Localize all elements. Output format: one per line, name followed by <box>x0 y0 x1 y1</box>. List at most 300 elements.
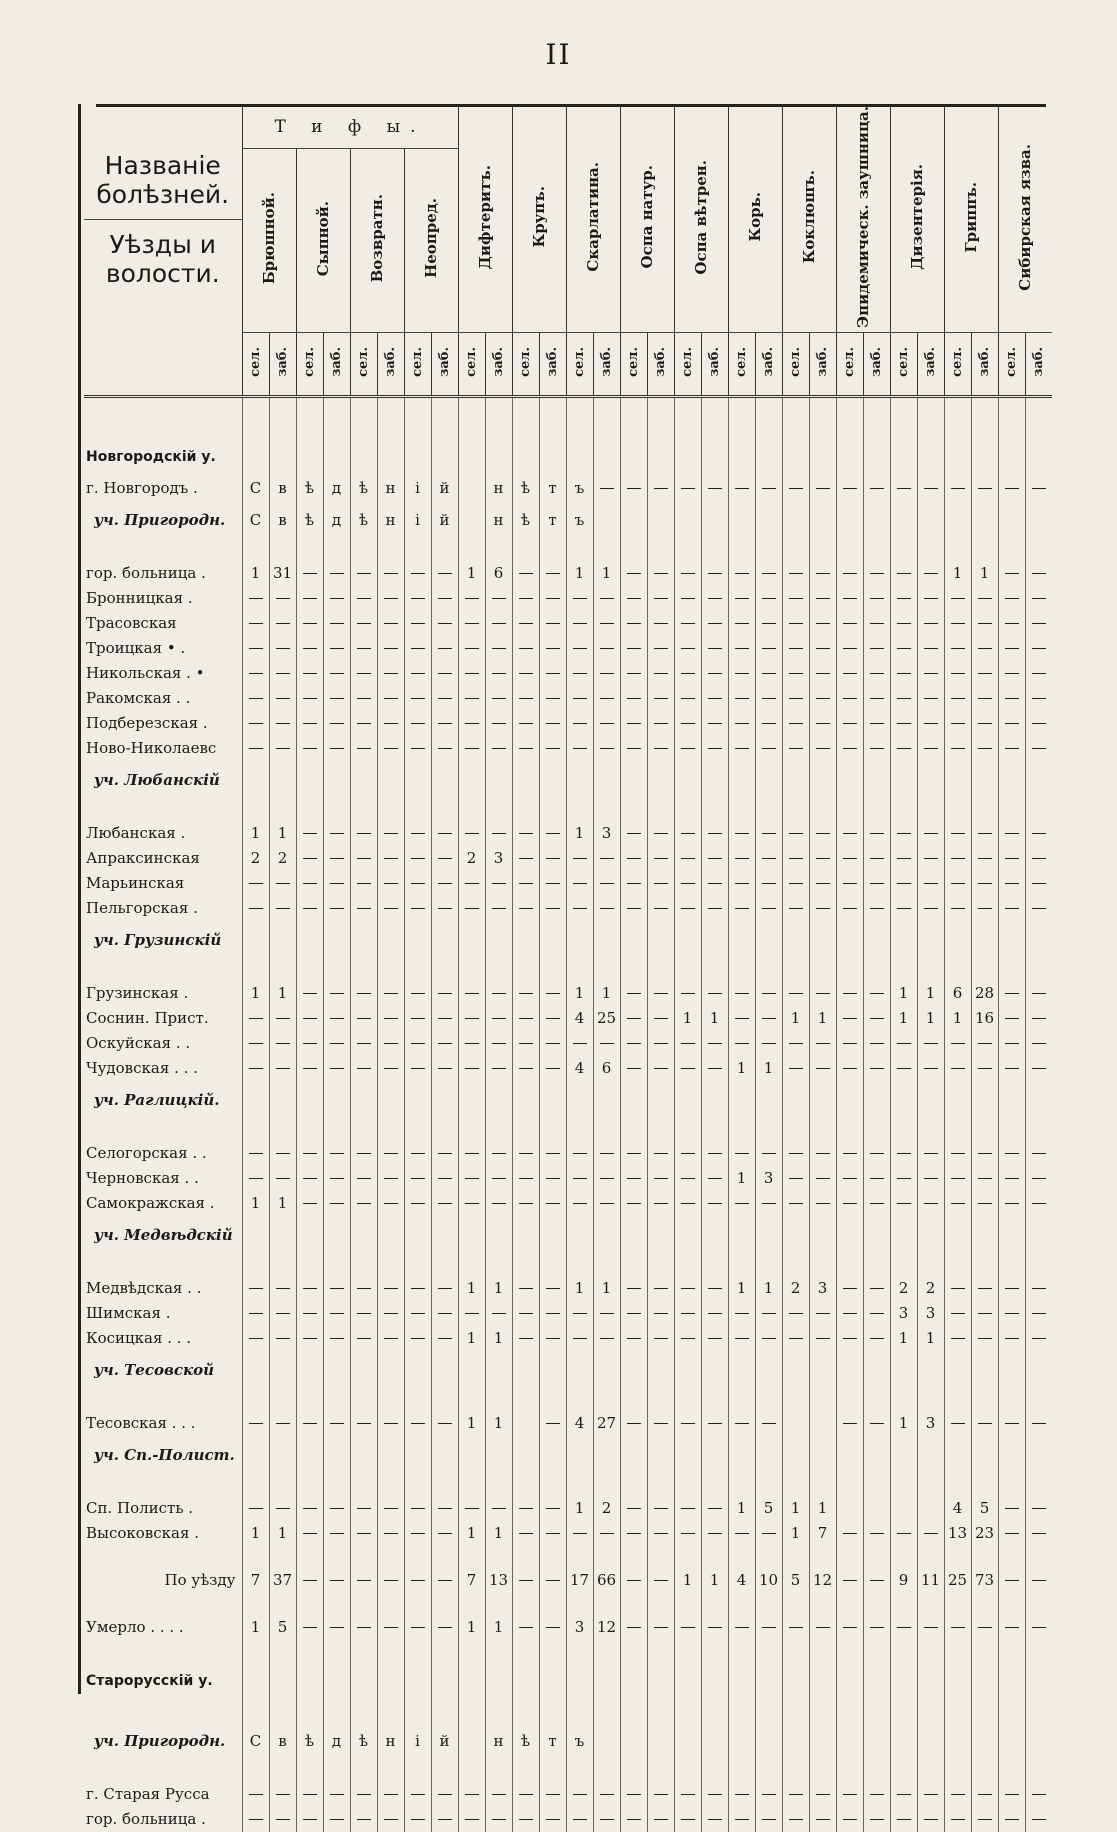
spacer-cell <box>84 799 242 821</box>
data-cell <box>485 921 512 959</box>
dash-mark <box>303 748 317 750</box>
data-cell <box>890 1436 917 1474</box>
data-cell <box>377 1276 404 1301</box>
dash-mark <box>573 598 587 600</box>
dash-mark <box>843 598 857 600</box>
dash-mark <box>276 1794 290 1796</box>
table-row <box>84 1351 1052 1389</box>
spacer-cell <box>701 959 728 981</box>
dash-mark <box>573 1153 587 1155</box>
data-cell <box>350 761 377 799</box>
data-cell <box>782 501 809 539</box>
dash-mark <box>411 698 425 700</box>
spacer-cell <box>431 1760 458 1782</box>
data-cell <box>647 1301 674 1326</box>
dash-mark <box>1005 1533 1019 1535</box>
data-cell <box>647 1191 674 1216</box>
data-cell: 1 <box>728 1496 755 1521</box>
spacer-cell <box>701 1389 728 1411</box>
data-cell <box>647 1351 674 1389</box>
dash-mark <box>438 1153 452 1155</box>
data-cell <box>377 1056 404 1081</box>
spacer-cell <box>458 959 485 981</box>
dash-mark <box>924 673 938 675</box>
dash-mark <box>600 648 614 650</box>
data-cell <box>701 896 728 921</box>
data-cell <box>350 1276 377 1301</box>
data-cell <box>512 561 539 586</box>
data-cell <box>1025 1166 1052 1191</box>
dash-mark <box>654 858 668 860</box>
data-cell: 12 <box>593 1615 620 1640</box>
spacer-cell <box>350 396 377 438</box>
dash-mark <box>357 858 371 860</box>
data-cell <box>485 1141 512 1166</box>
data-cell <box>620 1081 647 1119</box>
data-cell <box>458 896 485 921</box>
spacer-cell <box>971 1546 998 1568</box>
data-cell <box>701 1216 728 1254</box>
spacer-cell <box>296 1700 323 1722</box>
row-label: Пельгорская . <box>86 899 198 918</box>
data-cell <box>323 1056 350 1081</box>
data-cell <box>836 586 863 611</box>
disease-label: Оспа натур. <box>638 165 656 269</box>
spacer-cell <box>377 1254 404 1276</box>
spacer-cell <box>512 539 539 561</box>
data-cell <box>809 586 836 611</box>
spacer-cell <box>998 1389 1025 1411</box>
data-cell: ѣ <box>350 501 377 539</box>
row-label: Апраксинская <box>86 849 200 868</box>
dash-mark <box>708 858 722 860</box>
data-cell <box>242 871 269 896</box>
dash-mark <box>708 1313 722 1315</box>
spacer-cell <box>755 396 782 438</box>
data-cell <box>782 636 809 661</box>
spacer-cell <box>593 1254 620 1276</box>
data-cell <box>296 561 323 586</box>
header-villages <box>242 332 269 396</box>
data-cell <box>755 1006 782 1031</box>
dash-mark <box>789 623 803 625</box>
spacer-cell <box>1025 1546 1052 1568</box>
dash-mark <box>708 1178 722 1180</box>
data-cell <box>377 871 404 896</box>
data-cell: 11 <box>917 1568 944 1593</box>
spacer-cell <box>836 799 863 821</box>
data-cell <box>782 561 809 586</box>
data-cell: 1 <box>728 1056 755 1081</box>
dash-mark <box>870 993 884 995</box>
data-cell <box>404 1436 431 1474</box>
data-cell <box>863 1276 890 1301</box>
dash-mark <box>816 833 830 835</box>
data-cell <box>1025 711 1052 736</box>
spacer-cell <box>917 1593 944 1615</box>
data-cell <box>350 821 377 846</box>
data-cell: 1 <box>269 1521 296 1546</box>
data-cell <box>647 1722 674 1760</box>
spacer-cell <box>512 799 539 821</box>
dash-mark <box>519 1043 533 1045</box>
dash-mark <box>681 623 695 625</box>
data-cell <box>323 1782 350 1807</box>
data-cell <box>566 711 593 736</box>
row-label: Троицкая • . <box>86 639 186 658</box>
data-cell <box>269 438 296 476</box>
data-cell: 7 <box>242 1568 269 1593</box>
dash-mark <box>276 1068 290 1070</box>
data-cell <box>728 661 755 686</box>
dash-mark <box>870 673 884 675</box>
data-cell <box>458 586 485 611</box>
data-cell <box>701 1722 728 1760</box>
spacer-cell <box>296 396 323 438</box>
data-cell <box>728 1722 755 1760</box>
dash-mark <box>843 1288 857 1290</box>
dash-mark <box>654 1068 668 1070</box>
dash-mark <box>816 1178 830 1180</box>
spacer-cell <box>458 799 485 821</box>
dash-mark <box>735 1018 749 1020</box>
data-cell <box>377 686 404 711</box>
data-cell <box>782 1662 809 1700</box>
data-cell <box>566 1326 593 1351</box>
data-cell <box>431 1326 458 1351</box>
dash-mark <box>546 833 560 835</box>
spacer-cell <box>620 1474 647 1496</box>
dash-mark <box>789 1068 803 1070</box>
data-cell <box>242 1056 269 1081</box>
data-cell <box>944 1216 971 1254</box>
spacer-cell <box>323 1254 350 1276</box>
data-cell <box>539 1276 566 1301</box>
dash-mark <box>654 623 668 625</box>
data-cell <box>296 1276 323 1301</box>
dash-mark <box>897 573 911 575</box>
dash-mark <box>276 1043 290 1045</box>
spacer-cell <box>917 1700 944 1722</box>
dash-mark <box>978 488 992 490</box>
table-row <box>84 438 1052 476</box>
data-cell <box>458 981 485 1006</box>
header-cases <box>917 332 944 396</box>
data-cell <box>944 1411 971 1436</box>
dash-mark <box>573 1533 587 1535</box>
data-cell <box>836 1056 863 1081</box>
spacer-cell <box>539 799 566 821</box>
spacer-cell <box>998 1474 1025 1496</box>
dash-mark <box>762 648 776 650</box>
data-cell <box>647 438 674 476</box>
spacer-cell <box>782 1760 809 1782</box>
dash-mark <box>762 1627 776 1629</box>
data-cell <box>701 1351 728 1389</box>
data-cell <box>647 586 674 611</box>
dash-mark <box>330 748 344 750</box>
row-label: Оскуйская . . <box>86 1034 191 1053</box>
row-label: Новгородскій у. <box>86 448 216 465</box>
data-cell <box>971 438 998 476</box>
data-cell <box>242 1351 269 1389</box>
spacer-cell <box>539 1389 566 1411</box>
data-cell: д <box>323 476 350 501</box>
dash-mark <box>249 1794 263 1796</box>
spacer-cell <box>782 1593 809 1615</box>
dash-mark <box>1032 648 1046 650</box>
spacer-row <box>84 1389 1052 1411</box>
data-cell <box>701 1081 728 1119</box>
spacer-cell <box>944 1389 971 1411</box>
spacer-cell <box>944 1593 971 1615</box>
header-villages <box>782 332 809 396</box>
data-cell <box>1025 661 1052 686</box>
data-cell <box>377 896 404 921</box>
spacer-cell <box>890 1254 917 1276</box>
data-cell <box>431 686 458 711</box>
data-cell <box>701 1276 728 1301</box>
dash-mark <box>249 673 263 675</box>
dash-mark <box>708 1627 722 1629</box>
data-cell <box>863 636 890 661</box>
data-cell <box>647 871 674 896</box>
data-cell <box>458 661 485 686</box>
data-cell: 5 <box>755 1496 782 1521</box>
data-cell <box>782 711 809 736</box>
subheader-label: сел. <box>518 346 533 377</box>
spacer-cell <box>84 959 242 981</box>
spacer-cell <box>809 1593 836 1615</box>
row-label: гор. больница . <box>86 1810 206 1829</box>
data-cell <box>863 1056 890 1081</box>
header-villages <box>674 332 701 396</box>
spacer-cell <box>755 1700 782 1722</box>
header-disease <box>512 106 566 332</box>
dash-mark <box>600 908 614 910</box>
table-row <box>84 1615 1052 1640</box>
data-cell <box>377 1191 404 1216</box>
data-cell <box>971 1276 998 1301</box>
data-cell <box>620 1568 647 1593</box>
dash-mark <box>384 1203 398 1205</box>
spacer-cell <box>647 1760 674 1782</box>
data-cell <box>242 611 269 636</box>
data-cell <box>674 561 701 586</box>
data-cell <box>404 1191 431 1216</box>
spacer-cell <box>566 1254 593 1276</box>
row-label: уч. Сп.-Полист. <box>94 1445 235 1464</box>
dash-mark <box>600 598 614 600</box>
data-cell <box>728 561 755 586</box>
header-villages <box>944 332 971 396</box>
data-cell <box>404 736 431 761</box>
data-cell <box>971 921 998 959</box>
data-cell <box>647 1807 674 1832</box>
data-cell <box>404 846 431 871</box>
dash-mark <box>573 1203 587 1205</box>
data-cell <box>809 1216 836 1254</box>
dash-mark <box>843 1794 857 1796</box>
data-cell <box>755 1436 782 1474</box>
dash-mark <box>1032 488 1046 490</box>
dash-mark <box>924 833 938 835</box>
dash-mark <box>357 1580 371 1582</box>
data-cell <box>512 846 539 871</box>
dash-mark <box>303 1508 317 1510</box>
data-cell <box>404 561 431 586</box>
data-cell <box>1025 686 1052 711</box>
dash-mark <box>978 1203 992 1205</box>
disease-label: Дифтеритъ. <box>476 164 494 270</box>
spacer-cell <box>674 959 701 981</box>
spacer-cell <box>863 1119 890 1141</box>
dash-mark <box>708 1423 722 1425</box>
data-cell <box>674 438 701 476</box>
data-cell <box>404 438 431 476</box>
data-cell <box>296 921 323 959</box>
subheader-label: сел. <box>626 346 641 377</box>
data-cell <box>1025 586 1052 611</box>
spacer-cell <box>809 1389 836 1411</box>
data-cell <box>863 711 890 736</box>
dash-mark <box>1032 1794 1046 1796</box>
dash-mark <box>978 883 992 885</box>
data-cell <box>269 871 296 896</box>
dash-mark <box>843 1580 857 1582</box>
data-cell <box>998 821 1025 846</box>
data-cell <box>431 1521 458 1546</box>
data-cell <box>1025 1141 1052 1166</box>
dash-mark <box>762 488 776 490</box>
spacer-cell <box>566 959 593 981</box>
spacer-cell <box>593 396 620 438</box>
spacer-cell <box>269 1474 296 1496</box>
data-cell <box>809 761 836 799</box>
data-cell <box>512 1006 539 1031</box>
data-cell <box>350 921 377 959</box>
spacer-cell <box>809 1760 836 1782</box>
data-cell: 1 <box>917 1326 944 1351</box>
data-cell <box>242 586 269 611</box>
data-cell <box>809 1191 836 1216</box>
data-cell <box>728 896 755 921</box>
data-cell <box>404 921 431 959</box>
dash-mark <box>978 623 992 625</box>
spacer-cell <box>755 959 782 981</box>
data-cell <box>404 1216 431 1254</box>
dash-mark <box>627 1153 641 1155</box>
dash-mark <box>951 673 965 675</box>
data-cell <box>647 736 674 761</box>
spacer-cell <box>863 1760 890 1782</box>
data-cell <box>620 1141 647 1166</box>
data-cell <box>269 636 296 661</box>
data-cell <box>296 1056 323 1081</box>
data-cell <box>647 1166 674 1191</box>
dash-mark <box>357 1423 371 1425</box>
spacer-cell <box>296 1254 323 1276</box>
data-cell <box>566 1216 593 1254</box>
dash-mark <box>519 748 533 750</box>
data-cell <box>836 1496 863 1521</box>
data-cell <box>566 636 593 661</box>
dash-mark <box>465 883 479 885</box>
dash-mark <box>816 858 830 860</box>
dash-mark <box>1032 1423 1046 1425</box>
dash-mark <box>438 993 452 995</box>
data-cell <box>998 1521 1025 1546</box>
data-cell <box>998 561 1025 586</box>
data-cell <box>782 821 809 846</box>
data-cell <box>458 1056 485 1081</box>
dash-mark <box>735 883 749 885</box>
data-cell <box>620 981 647 1006</box>
dash-mark <box>843 993 857 995</box>
dash-mark <box>681 1068 695 1070</box>
data-cell <box>836 1141 863 1166</box>
dash-mark <box>1005 1313 1019 1315</box>
data-cell <box>431 1216 458 1254</box>
data-cell <box>809 1141 836 1166</box>
dash-mark <box>303 883 317 885</box>
spacer-cell <box>1025 799 1052 821</box>
data-cell <box>1025 1411 1052 1436</box>
dash-mark <box>654 598 668 600</box>
dash-mark <box>843 1178 857 1180</box>
data-cell <box>998 761 1025 799</box>
data-cell <box>269 1031 296 1056</box>
data-cell <box>647 476 674 501</box>
dash-mark <box>1005 1627 1019 1629</box>
dash-mark <box>627 598 641 600</box>
dash-mark <box>546 1068 560 1070</box>
data-cell <box>755 821 782 846</box>
dash-mark <box>492 1313 506 1315</box>
dash-mark <box>681 1203 695 1205</box>
data-cell <box>782 921 809 959</box>
data-cell <box>431 1056 458 1081</box>
dash-mark <box>924 623 938 625</box>
data-cell <box>809 1436 836 1474</box>
dash-mark <box>978 1627 992 1629</box>
data-cell <box>917 661 944 686</box>
dash-mark <box>1032 858 1046 860</box>
spacer-cell <box>890 799 917 821</box>
dash-mark <box>1032 833 1046 835</box>
dash-mark <box>924 858 938 860</box>
spacer-cell <box>350 1389 377 1411</box>
spacer-cell <box>323 1593 350 1615</box>
data-cell <box>944 1782 971 1807</box>
data-cell <box>404 821 431 846</box>
table-row <box>84 1166 1052 1191</box>
dash-mark <box>978 1338 992 1340</box>
dash-mark <box>357 1203 371 1205</box>
data-cell <box>431 871 458 896</box>
dash-mark <box>357 1068 371 1070</box>
header-cases <box>431 332 458 396</box>
dash-mark <box>924 1068 938 1070</box>
disease-label: Оспа вѣтрен. <box>692 159 710 275</box>
data-cell: 6 <box>944 981 971 1006</box>
spacer-cell <box>296 1640 323 1662</box>
data-cell <box>755 1521 782 1546</box>
spacer-cell <box>917 1119 944 1141</box>
data-cell <box>971 1782 998 1807</box>
dash-mark <box>816 1313 830 1315</box>
dash-mark <box>411 1313 425 1315</box>
